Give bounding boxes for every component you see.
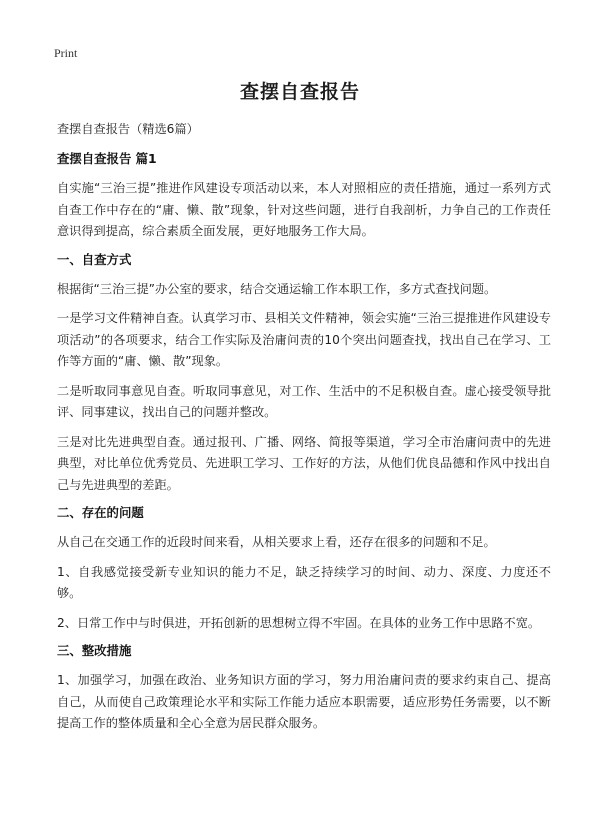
section-heading-existing-problems: 二、存在的问题 (57, 505, 144, 520)
section1-paragraph: 根据街“三治三提”办公室的要求，结合交通运输工作本职工作，多方式查找问题。 (57, 281, 497, 296)
document-title: 查摆自查报告 (239, 81, 360, 103)
section1-paragraph: 一是学习文件精神自查。认真学习市、县相关文件精神，领会实施“三治三提推进作风建设专项活动”的各项要求，结合工作实际及治庸问责的10个突出问题查找，找出自己在学习、工作等方面的“庸、懒、散”现象。 (57, 311, 551, 368)
section1-paragraph: 三是对比先进典型自查。通过报刊、广播、网络、简报等渠道，学习全市治庸问责中的先进典型，对比单位优秀党员、先进职工学习、工作好的方法，从他们优良品德和作风中找出自己与先进典型的差距。 (57, 434, 551, 492)
section1-paragraph: 二是听取同事意见自查。听取同事意见，对工作、生活中的不足积极自查。虚心接受领导批评、同事建议，找出自己的问题并整改。 (57, 383, 551, 419)
article-heading: 查摆自查报告 篇1 (57, 151, 157, 166)
section2-paragraph: 从自己在交通工作的近段时间来看，从相关要求上看，还存在很多的问题和不足。 (57, 535, 496, 549)
section2-paragraph: 1、自我感觉接受新专业知识的能力不足，缺乏持续学习的时间、动力、深度、力度还不够。 (57, 564, 551, 600)
document-body (57, 120, 551, 743)
section2-paragraph: 2、日常工作中与时俱进，开拓创新的思想树立得不牢固。在具体的业务工作中思路不宽。 (57, 615, 541, 630)
section-heading-rectification-measures: 三、整改措施 (57, 643, 132, 658)
section-heading-self-check-methods: 一、自查方式 (57, 251, 132, 267)
intro-paragraph: 自实施“三治三提”推进作风建设专项活动以来，本人对照相应的责任措施，通过一系列方式自查工作中存在的“庸、懒、散”现象，针对这些问题，进行自我剖析，力争自己的工作责任意识得到提高，综合素质全面发展，更好地服务工作大局。 (57, 181, 551, 238)
document-subtitle: 查摆自查报告（精选6篇） (57, 122, 199, 136)
section3-paragraph: 1、加强学习，加强在政治、业务知识方面的学习，努力用治庸问责的要求约束自己、提高自己，从而使自己政策理论水平和实际工作能力适应本职需要，适应形势任务需要，以不断提高工作的整体质量和全心全意为居民群众服务。 (57, 673, 551, 730)
print-link[interactable]: Print (54, 46, 78, 60)
